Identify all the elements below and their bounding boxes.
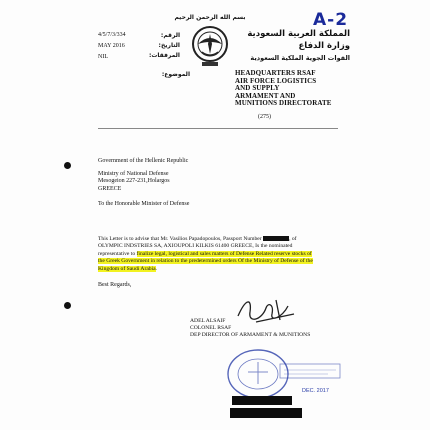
body-text: , of xyxy=(289,236,297,242)
english-header-line: HEADQUARTERS RSAF xyxy=(235,69,316,77)
highlighted-text: Kingdom of Saudi Arabia xyxy=(98,265,156,272)
rsaf-emblem-icon xyxy=(188,22,232,70)
signer-name: ADEL ALSAIF xyxy=(190,318,226,324)
body-text: OLYMPIC INDSTRIES SA, AXIOUPOLI KILKIS 61400 GREECE, Is the nominated xyxy=(98,243,293,250)
recipient-block xyxy=(98,158,298,208)
english-header xyxy=(235,70,375,108)
highlighted-text: the Greek Government in relation to the predetermined orders Of the Ministry of Defense of the xyxy=(98,258,313,265)
redacted-passport xyxy=(263,236,289,241)
letter-date: MAY 2016 xyxy=(98,43,125,50)
punch-hole xyxy=(64,162,71,169)
handwritten-annotation: A-2 xyxy=(313,10,349,30)
recipient-line: GREECE xyxy=(98,185,122,192)
ref-number: 4/5/7/3/334 xyxy=(98,32,126,38)
salutation: To the Honorable Minister of Defense xyxy=(98,200,190,207)
stamp-date: DEC. 2017 xyxy=(302,388,329,394)
arabic-labels xyxy=(140,31,180,61)
signer-rank: COLONEL RSAF xyxy=(190,325,232,331)
highlighted-text: finalize legal, logistical and sales matters of Defense Related reserve stocks of xyxy=(136,250,312,257)
signature-block xyxy=(190,318,340,339)
reference-block xyxy=(98,32,138,62)
arabic-header-line: وزارة الدفاع xyxy=(298,41,350,51)
bismillah: بسم الله الرحمن الرحيم xyxy=(174,14,246,21)
arabic-label: المرفقات: xyxy=(149,52,180,59)
letter-body xyxy=(98,236,344,273)
english-header-line: AIR FORCE LOGISTICS xyxy=(235,76,317,85)
redacted-block xyxy=(232,396,292,405)
recipient-line: Ministry of National Defense xyxy=(98,171,169,178)
recipient-line: Mesogeion 227-231,Holargos xyxy=(98,178,170,185)
body-text: representative to xyxy=(98,250,136,257)
arabic-header-line: المملكة العربية السعودية xyxy=(247,29,350,39)
punch-hole xyxy=(64,302,71,309)
arabic-header-line: القوات الجوية الملكية السعودية xyxy=(250,54,350,62)
ref-code: (275) xyxy=(258,114,271,120)
redacted-block xyxy=(230,408,302,418)
english-header-line: AND SUPPLY xyxy=(235,84,280,93)
arabic-label: التاريخ: xyxy=(158,42,180,49)
attachments-value: NIL xyxy=(98,54,108,61)
header-divider xyxy=(98,128,338,129)
english-header-line: ARMAMENT AND xyxy=(235,91,296,100)
arabic-label: الرقم: xyxy=(160,32,180,39)
recipient-line: Government of the Hellenic Republic xyxy=(98,158,189,164)
subject-label: الموضوع: xyxy=(161,71,190,78)
closing: Best Regards, xyxy=(98,282,132,288)
body-text: This Letter is to advise that Mr. Vasilios Papadopoulos, Passport Number xyxy=(98,236,262,242)
signer-title: DEP DIRECTOR OF ARMAMENT & MUNITIONS xyxy=(190,332,311,338)
body-text: . xyxy=(155,265,158,272)
english-header-line: MUNITIONS DIRECTORATE xyxy=(235,99,332,108)
